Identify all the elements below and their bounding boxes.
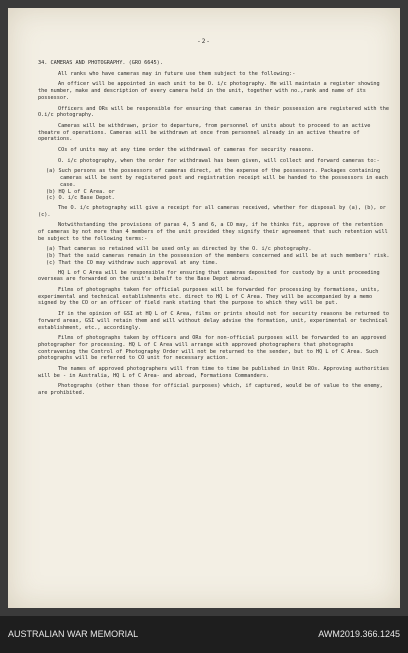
paragraph: The names of approved photographers will from time to time be published in Unit ROs. Approving authorities will be - in Australia, HQ L of C Area- and abroad, Formations Commanders. — [38, 366, 390, 379]
archive-name: AUSTRALIAN WAR MEMORIAL — [8, 629, 139, 639]
paragraph: Films of photographs taken by officers and ORs for non-official purposes will be forwarded to an approved photographer for processing. HQ L of C Area will arrange with approved photographers that photographs contravening the Control of Photography Order will not be returned to the sender, but to HQ L of C Area. Such photographs will be referred to CO unit for necessary action. — [38, 335, 386, 362]
list-item: (c) O. i/c Base Depot. — [46, 195, 115, 202]
paragraph: O. i/c photography, when the order for withdrawal has been given, will collect and forward cameras to:- — [58, 157, 380, 164]
paragraph: HQ L of C Area will be responsible for ensuring that cameras deposited for custody by a unit proceeding overseas are forwarded on the unit's behalf to the Base Depot abroad. — [38, 269, 380, 283]
archive-footer-bar — [0, 616, 408, 653]
paragraph: All ranks who have cameras may in future use them subject to the following:- — [58, 70, 296, 77]
paragraph: COs of units may at any time order the withdrawal of cameras for security reasons. — [58, 147, 315, 154]
paragraph: Cameras will be withdrawn, prior to departure, from personnel of units about to proceed to an active theatre of operations. Cameras will be withdrawn at once from personnel already in an active theatre of operations. — [38, 122, 371, 143]
collection-options-list — [38, 168, 390, 202]
paragraph: Officers and ORs will be responsible for ensuring that cameras in their possession are registered with the O.i/c photography. — [38, 105, 390, 119]
paragraph: Notwithstanding the provisions of paras 4, 5 and 6, a CO may, if he thinks fit, approve of the retention of cameras by not more than 4 members of the unit provided they signify their agreement that such retention will be subject to the following terms:- — [38, 222, 388, 242]
list-item: (a) Such persons as the possessors of cameras direct, at the expense of the possessors. Packages containing cameras will be sent by registered post and registration receipt will be handed to the possessors in each case. — [46, 168, 388, 188]
list-item: (b) That the said cameras remain in the possession of the members concerned and will be at such members' risk. — [46, 253, 390, 260]
document-body — [38, 60, 390, 401]
paragraph: Films of photographs taken for official purposes will be forwarded for processing by formations, units, experimental and technical establishments etc. direct to HQ L of C Area. They will be accompanied by a memo signed by the CO or an officer of field rank stating that the purpose to which they will be put. — [38, 286, 380, 307]
document-page — [8, 8, 400, 608]
paragraph: Photographs (other than those for official purposes) which, if captured, would be of value to the enemy, are prohibited. — [38, 383, 383, 397]
archive-reference: AWM2019.366.1245 — [318, 629, 400, 639]
paragraph: An officer will be appointed in each unit to be O. i/c photography. He will maintain a register showing the number, make and description of every camera held in the unit, together with no.,rank and name of its possessor. — [38, 81, 380, 101]
section-heading: 34. CAMERAS AND PHOTOGRAPHY. (GRO 6645). — [38, 60, 163, 66]
page-number: -2- — [197, 38, 211, 45]
list-item: (a) That cameras so retained will be used only as directed by the O. i/c photography. — [46, 246, 312, 253]
paragraph: If in the opinion of GSI at HQ L of C Area, films or prints should not for security reasons be returned to forward areas, GSI will retain them and will without delay advise the formation, unit, experimental or technical establishment, etc., accordingly. — [38, 311, 390, 331]
retention-terms-list — [38, 246, 390, 266]
list-item: (b) HQ L of C Area. or — [46, 188, 115, 195]
paragraph: The O. i/c photography will give a receipt for all cameras received, whether for disposal by (a), (b), or (c). — [38, 204, 386, 218]
list-item: (c) That the CO may withdraw such approval at any time. — [46, 259, 218, 266]
